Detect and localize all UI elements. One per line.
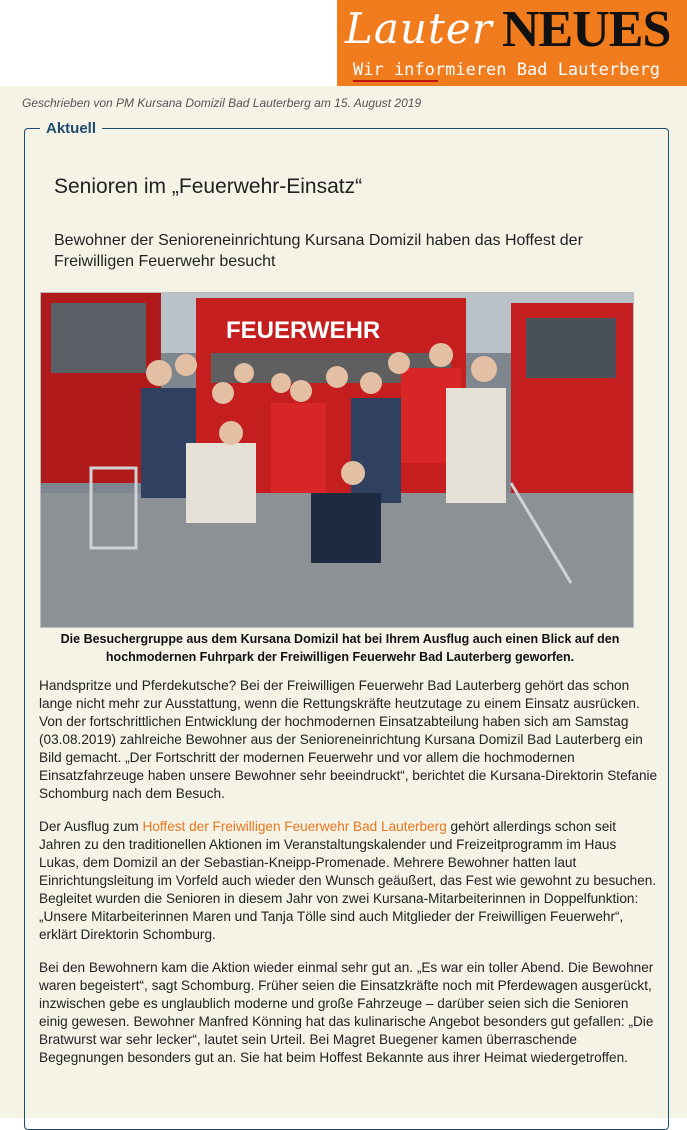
group-photo-illustration	[41, 293, 633, 627]
article-byline: Geschrieben von PM Kursana Domizil Bad Lauterberg am 15. August 2019	[22, 96, 422, 110]
article-photo[interactable]	[40, 292, 634, 628]
paragraph-2-intro: Der Ausflug zum	[39, 819, 143, 834]
logo-underline	[353, 80, 438, 82]
article-paragraph-1: Handspritze und Pferdekutsche? Bei der Freiwilligen Feuerwehr Bad Lauterberg gehört das schon lange nicht mehr zur Ausstattung, wenn die Rettungskräfte heutzutage zu einem Einsatz ausrücken. Von der fortschrittlichen Entwicklung der hochmodernen Einsatzabteilung haben sich am Samstag (03.08.2019) zahlreiche Bewohner aus der Senioreneinrichtung Kursana Domizil Bad Lauterberg ein Bild gemacht. „Der Fortschritt der modernen Feuerwehr und vor allem die hochmodernen Einsatzfahrzeuge haben unsere Bewohner sehr beeindruckt“, berichtet die Kursana-Direktorin Stefanie Schomburg nach dem Besuch.	[39, 678, 658, 801]
section-label[interactable]: Aktuell	[40, 120, 102, 137]
site-logo[interactable]	[337, 0, 687, 86]
logo-tagline: Wir informieren Bad Lauterberg	[353, 60, 661, 80]
photo-caption: Die Besuchergruppe aus dem Kursana Domizil hat bei Ihrem Ausflug auch einen Blick auf den hochmodernen Fuhrpark der Freiwilligen Feuerwehr Bad Lauterberg geworfen.	[60, 632, 620, 664]
truck-lettering: FEUERWEHR	[226, 317, 381, 344]
paragraph-2-rest: gehört allerdings schon seit Jahren zu den traditionellen Aktionen im Veranstaltungskalender und Freizeitprogramm im Haus Lukas, dem Domizil an der Sebastian-Kneipp-Promenade. Mehrere Bewohner hatten laut Einrichtungsleitung im Vorfeld auch wieder den Wunsch geäußert, das Fest wie gewohnt zu besuchen. Begleitet wurden die Senioren in diesem Jahr von zwei Kursana-Mitarbeiterinnen in Doppelfunktion: „Unsere Mitarbeiterinnen Maren und Tanja Tölle sind auch Mitglieder der Freiwilligen Feuerwehr“, erklärt Direktorin Schomburg.	[39, 819, 657, 942]
hoffest-link[interactable]: Hoffest der Freiwilligen Feuerwehr Bad Lauterberg	[142, 819, 447, 834]
article-title: Senioren im „Feuerwehr-Einsatz“	[54, 175, 363, 198]
article-paragraph-3: Bei den Bewohnern kam die Aktion wieder einmal sehr gut an. „Es war ein toller Abend. Die Bewohner waren begeistert“, sagt Schomburg. Früher seien die Einsatzkräfte noch mit Pferdewagen ausgerückt, inzwischen gebe es unglaublich moderne und große Fahrzeuge – darüber seien sich die Senioren einig gewesen. Bewohner Manfred Könning hat das kulinarische Angebot besonders gut gefallen: „Die Bratwurst war sehr lecker“, lautet sein Urteil. Bei Magret Buegener kamen überraschende Begegnungen besonders gut an. Sie hat beim Hoffest Bekannte aus ihrer Heimat wiedergetroffen.	[39, 960, 654, 1065]
article-paragraph-2	[39, 818, 659, 944]
logo-neues-text: NEUES	[502, 1, 671, 58]
article-lead: Bewohner der Senioreneinrichtung Kursana Domizil haben das Hoffest der Freiwilligen Feuerwehr besucht	[54, 232, 583, 270]
logo-lauter-text: Lauter	[345, 4, 493, 53]
